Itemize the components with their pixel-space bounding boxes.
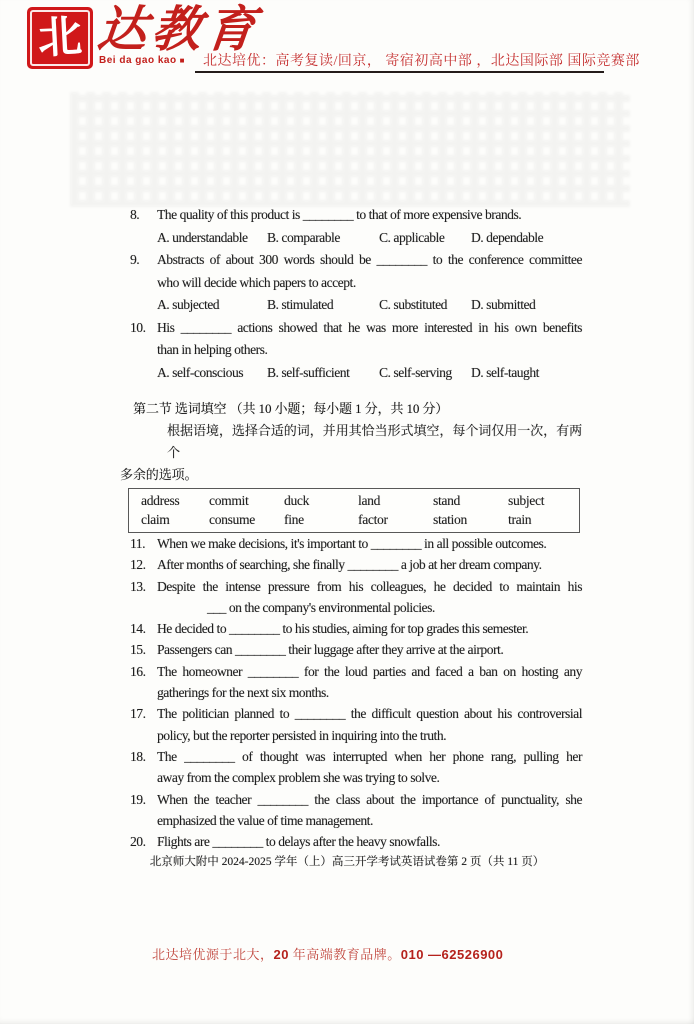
question-line: His ________ actions showed that he was more interested in his own benefits (157, 319, 582, 335)
banner-text-2: 年高端教育品牌。 (288, 947, 401, 962)
question-number: 18. (130, 748, 146, 764)
question-number: 10. (130, 319, 146, 335)
header-slogan: 北达培优：高考复读/回京， 寄宿初高中部 ，北达国际部 国际竞赛部 (203, 54, 640, 69)
option-c: C. applicable (379, 229, 445, 245)
word-bank-cell: claim (141, 512, 170, 527)
option-d: D. submitted (471, 297, 536, 312)
word-bank-row-2 (141, 510, 579, 529)
option-c: C. self-serving (379, 364, 452, 380)
question-line: When the teacher ________ the class about the importance of punctuality, she (157, 791, 582, 807)
option-a: A. self-conscious (157, 364, 244, 380)
section2-title: 第二节 选词填空 （共 10 小题；每小题 1 分，共 10 分） (133, 401, 449, 416)
question-line: than in helping others. (157, 342, 268, 357)
word-bank-row-1 (141, 491, 579, 510)
question-line: Flights are ________ to delays after the heavy snowfalls. (157, 834, 440, 850)
beida-seal-logo (27, 7, 93, 69)
mcq-section (0, 204, 694, 384)
banner-years-bold: 20 (273, 947, 289, 962)
question-line: After months of searching, she finally ________ a job at her dream company. (157, 557, 542, 573)
bottom-banner (152, 944, 503, 963)
word-bank-cell: consume (209, 512, 255, 527)
option-b: B. comparable (267, 229, 340, 245)
question-number: 12. (130, 557, 146, 573)
logo-subtext-label: Bei da gao kao (99, 55, 177, 66)
page-footer-caption: 北京师大附中 2024-2025 学年（上）高三开学考试英语试卷第 2 页（共 11 页） (149, 856, 545, 869)
question-line: The politician planned to ________ the difficult question about his controversial (157, 706, 582, 722)
page-bleed-through-artifact (70, 92, 630, 207)
options-row (157, 227, 582, 250)
question-number: 17. (130, 706, 146, 722)
question-number: 16. (130, 663, 146, 679)
word-bank-cell: subject (508, 493, 545, 508)
banner-phone-number: 010 —62526900 (400, 947, 504, 962)
question-line: The ________ of thought was interrupted when her phone rang, pulling her (157, 748, 582, 764)
section2-instruction-line1: 根据语境，选择合适的词，并用其恰当形式填空，每个词仅用一次，有两个 (167, 423, 582, 460)
exam-body (0, 204, 694, 873)
option-a: A. understandable (157, 229, 248, 245)
option-d: D. self-taught (471, 364, 539, 380)
question-line: policy, but the reporter persisted in inquiring into the truth. (157, 727, 447, 743)
section2-instruction-line2: 多余的选项。 (120, 467, 198, 482)
header-underline (195, 71, 604, 73)
question-number: 13. (130, 578, 146, 594)
question-line: emphasized the value of time management. (157, 812, 373, 828)
option-c: C. substituted (379, 297, 447, 312)
logo-subtext (99, 55, 185, 66)
options-row (157, 362, 582, 385)
question-9 (0, 249, 694, 317)
question-line: He decided to ________ to his studies, aiming for top grades this semester. (157, 621, 529, 637)
question-14 (0, 618, 694, 639)
question-number: 9. (130, 252, 140, 267)
option-b: B. self-sufficient (267, 364, 350, 380)
question-number: 14. (130, 621, 146, 637)
question-number: 15. (130, 642, 146, 658)
word-bank-cell: factor (358, 512, 388, 527)
option-d: D. dependable (471, 229, 544, 245)
question-13 (0, 576, 694, 619)
logo-script-text: 达教育 (94, 0, 264, 58)
banner-text-1: 北达培优源于北大， (152, 947, 274, 962)
word-bank-cell: train (508, 512, 532, 527)
question-number: 20. (130, 834, 146, 850)
options-row (157, 294, 582, 317)
question-line: When we make decisions, it's important to ________ in all possible outcomes. (157, 536, 547, 551)
question-line: The quality of this product is ________ to that of more expensive brands. (157, 207, 522, 222)
question-11 (0, 533, 694, 554)
word-bank-cell: address (141, 493, 180, 508)
word-bank-cell: station (433, 512, 467, 527)
word-bank-cell: land (358, 493, 381, 508)
question-19 (0, 789, 694, 832)
question-15 (0, 639, 694, 660)
question-20 (0, 831, 694, 852)
question-8 (0, 204, 694, 249)
question-number: 19. (130, 791, 146, 807)
question-number: 8. (130, 207, 140, 222)
question-line: Despite the intense pressure from his colleagues, he decided to maintain his (157, 578, 582, 594)
word-bank-cell: duck (284, 493, 310, 508)
option-b: B. stimulated (267, 297, 334, 312)
question-10 (0, 317, 694, 385)
logo-square-icon: ■ (179, 56, 185, 65)
word-bank-table (128, 488, 580, 533)
question-line: gatherings for the next six months. (157, 685, 329, 701)
question-18 (0, 746, 694, 789)
word-bank-cell: stand (433, 493, 460, 508)
question-line: Abstracts of about 300 words should be ________ to the conference committee (157, 252, 582, 267)
question-line: The homeowner ________ for the loud parties and faced a ban on hosting any (157, 663, 582, 679)
question-line: who will decide which papers to accept. (157, 274, 356, 290)
question-line: ___ on the company's environmental policies. (207, 599, 435, 615)
question-17 (0, 703, 694, 746)
word-bank-cell: fine (284, 512, 304, 527)
question-line: Passengers can ________ their luggage after they arrive at the airport. (157, 642, 504, 658)
word-bank-cell: commit (209, 493, 249, 508)
question-16 (0, 661, 694, 704)
question-number: 11. (130, 536, 146, 551)
seal-character: 北 (36, 10, 84, 65)
question-12 (0, 554, 694, 575)
question-line: away from the complex problem she was trying to solve. (157, 770, 440, 786)
option-a: A. subjected (157, 297, 220, 312)
